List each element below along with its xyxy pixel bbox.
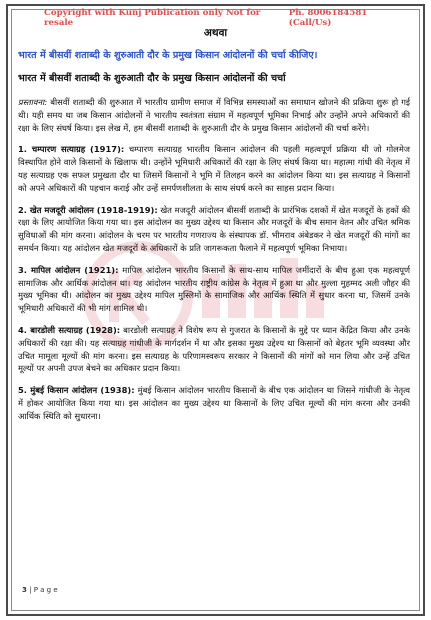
copyright-header (0, 8, 431, 28)
section-paragraph (18, 204, 410, 255)
page-number: 3 (22, 586, 27, 594)
section-paragraph (18, 143, 410, 194)
section-paragraph (18, 264, 410, 315)
section-text: बारडोली सत्याग्रह ने विशेष रूप से गुजरात के किसानों के मुद्दे पर ध्यान केंद्रित किया और उनके अधिकारों की रक्षा की। यह सत्याग्रह गांधीजी के मार्गदर्शन में था और इसका मुख्य उद्देश्य था किसानों को बेहतर भूमि व्यवस्था और उचित मामूला मूल्यों की मांग करना। इस सत्याग्रह के परिणामस्वरूप सरकार ने किसानों की मांगों को मान लिया और उन्हें उचित मूल्यों पर अपनी उपज बेचने का अधिकार प्रदान किया। (18, 324, 410, 374)
athva-label: अथवा (203, 27, 228, 39)
copyright-text: Copyright with Kunj Publication only Not for resale (44, 8, 261, 28)
section-title: 5. मुंबई किसान आंदोलन (1938): (18, 385, 135, 396)
section-text: खेत मजदूरी आंदोलन बीसवीं शताब्दी के प्रारंभिक दशकों में खेत मजदूरों के हकों की रक्षा के लिए आयोजित किया गया था। इस आंदोलन का मुख्य उद्देश्य था किसान और मजदूरों के बीच समान वेतन और उचित श्रमिक सुविधाओं की मांग करना। आंदोलन के चरम पर भारतीय गणराज्य के संस्थापक डॉ. भीमराव अंबेडकर ने खेत मजदूरों की मांगों का समर्थन किया। यह आंदोलन खेत मजदूरों के अधिकारों के प्रति जागरूकता फैलाने में महत्वपूर्ण भूमिका निभाया। (18, 204, 411, 253)
section-paragraph (18, 324, 410, 375)
section-paragraph (18, 384, 410, 422)
footer-separator: | (26, 586, 34, 594)
section-text: मापिल आंदोलन भारतीय किसानों के साथ-साथ मापिल जमींदारों के बीच हुआ एक महत्वपूर्ण सामाजिक और आर्थिक आंदोलन था। यह आंदोलन भारतीय राष्ट्रीय कांग्रेस के नेतृत्व में हुआ था और मुल्ला मुहम्मद अली जौहर की मुख्य भूमिका थी। आंदोलन का मुख्य उद्देश्य मापिल मुस्लिमों के सामाजिक और आर्थिक स्थिति में सुधार करना था, जिसमें उनके भूमिधारी अधिकारों की भी मांग शामिल थी। (18, 264, 410, 314)
intro-paragraph (18, 96, 410, 134)
section-title: 2. खेत मजदूरी आंदोलन (1918-1919): (18, 204, 158, 215)
section-text: चम्पारण सत्याग्रह भारतीय किसान आंदोलन की पहली महत्वपूर्ण प्रक्रिया थी जो गोलमेज विस्थापित होने वाले किसानों के खिलाफ थी। उन्होंने भूमिधारी अधिकारों की रक्षा के लिए संघर्ष किया था। महात्मा गांधी की नेतृत्व में यह सत्याग्रह एक सफल प्रमुखता दौर था जिसमें किसानों ने भूमि में तिलहन करने का आंदोलन किया था। इस सत्याग्रह ने किसानों को अपने अधिकारों की पहचान कराई और उन्हें समर्पणशीलता के साथ संघर्ष करने का साहस प्रदान किया। (18, 144, 410, 193)
answer-body (18, 96, 410, 432)
intro-text: बीसवीं शताब्दी की शुरुआत में भारतीय ग्रामीण समाज में विभिन्न समस्याओं का समाधान खोजने की प्रक्रिया शुरू हो गई थी। यही समय था जब किसान आंदोलनों ने भारतीय स्वतंत्रता संग्राम में महत्वपूर्ण भूमिका निभाई और उन्होंने अपने अधिकारों की रक्षा के लिए संघर्ष किया। इस लेख में, हम बीसवीं शताब्दी के शुरुआती दौर के प्रमुख किसान आंदोलनों की चर्चा करेंगे। (18, 97, 410, 133)
section-title: 1. चम्पारण सत्याग्रह (1917): (18, 144, 125, 155)
section-text: मुंबई किसान आंदोलन भारतीय किसानों के बीच एक आंदोलन था जिसने गांधीजी के नेतृत्व में होकर आयोजित किया गया था। इस आंदोलन का मुख्य उद्देश्य था किसानों के लिए उचित मूल्यों की मांग करना और उनकी आर्थिक स्थिति को सुधारना। (18, 385, 410, 421)
phone-text: Ph. 8006184581 (Call/Us) (288, 8, 368, 28)
question-text: भारत में बीसवीं शताब्दी के शुरुआती दौर के प्रमुख किसान आंदोलनों की चर्चा कीजिए। (18, 50, 318, 61)
section-title: 4. बारडोली सत्याग्रह (1928): (18, 324, 121, 335)
page-footer (22, 586, 58, 594)
section-title: 3. मापिल आंदोलन (1921): (18, 264, 119, 275)
page-label: P a g e (33, 586, 58, 594)
intro-label: प्रस्तावना: (18, 97, 48, 107)
answer-heading: भारत में बीसवीं शताब्दी के शुरुआती दौर के प्रमुख किसान आंदोलनों की चर्चा (18, 73, 286, 84)
